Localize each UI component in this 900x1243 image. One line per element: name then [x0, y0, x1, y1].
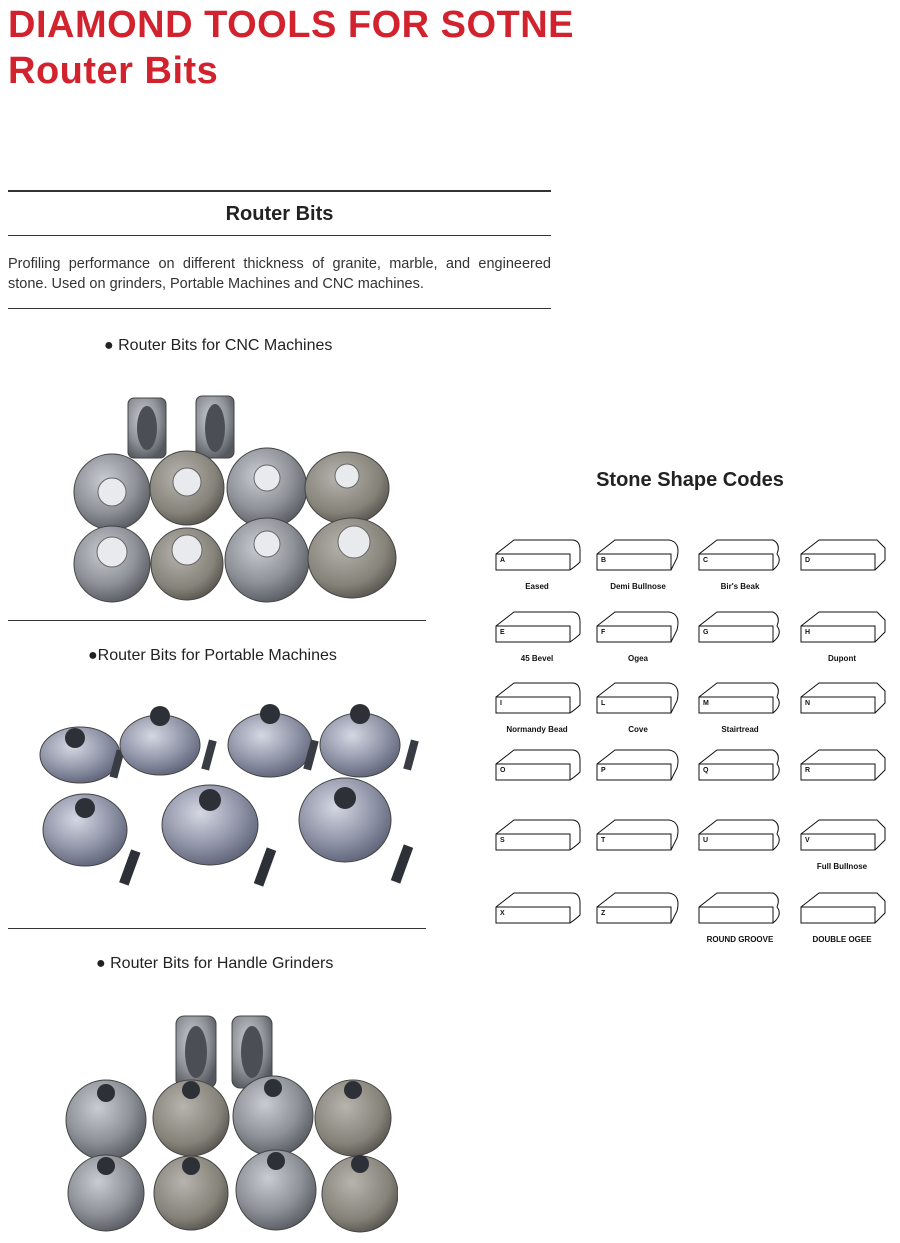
- shape-code-letter: D: [805, 557, 811, 564]
- shape-code-name: 45 Bevel: [520, 654, 554, 663]
- shape-code-name: Dupont: [828, 654, 856, 663]
- shape-code-letter: B: [601, 557, 607, 564]
- shape-profile-icon: [593, 604, 685, 654]
- shape-code-item: [797, 532, 887, 590]
- shape-code-item: [492, 604, 582, 662]
- shape-code-letter: Z: [601, 910, 606, 917]
- shape-code-item: [492, 885, 582, 943]
- shape-code-item: [695, 742, 785, 800]
- shape-code-item: [492, 675, 582, 733]
- shape-code-name: Cove: [628, 725, 648, 734]
- shape-code-name: Stairtread: [721, 725, 759, 734]
- shape-code-item: [797, 675, 887, 733]
- shape-code-letter: O: [500, 767, 506, 774]
- shape-code-item: [593, 604, 683, 662]
- shape-profile-icon: [492, 812, 584, 862]
- shape-profile-icon: [593, 675, 685, 725]
- shape-code-letter: V: [805, 837, 810, 844]
- shape-code-letter: P: [601, 767, 606, 774]
- shape-profile-icon: [593, 532, 685, 582]
- shape-code-name: ROUND GROOVE: [706, 935, 774, 944]
- shape-profile-icon: [593, 742, 685, 792]
- shape-code-letter: G: [703, 629, 709, 636]
- shape-code-letter: S: [500, 837, 505, 844]
- shape-code-item: [593, 742, 683, 800]
- shape-code-name: Ogea: [627, 654, 648, 663]
- shape-code-item: [695, 885, 785, 943]
- subsection-label-grinders: ● Router Bits for Handle Grinders: [96, 955, 334, 972]
- portable-router-bits-photo: [35, 700, 435, 900]
- shape-code-item: [797, 742, 887, 800]
- shape-code-item: [797, 604, 887, 662]
- subsection-label-portable: ●Router Bits for Portable Machines: [88, 647, 337, 664]
- shape-code-item: [695, 675, 785, 733]
- shape-code-item: [593, 675, 683, 733]
- shape-profile-icon: [492, 532, 584, 582]
- section-heading: Router Bits: [225, 203, 334, 225]
- shape-code-letter: U: [703, 837, 709, 844]
- shape-code-item: [797, 812, 887, 870]
- shape-code-letter: A: [500, 557, 506, 564]
- shape-code-item: [593, 812, 683, 870]
- heading-rule: [8, 235, 551, 236]
- shape-profile-icon: [695, 604, 787, 654]
- grinder-router-bits-photo: [58, 1008, 398, 1238]
- shape-code-item: [695, 532, 785, 590]
- shape-code-item: [695, 604, 785, 662]
- shape-code-item: [492, 532, 582, 590]
- portable-rule: [8, 928, 426, 929]
- shape-code-item: [492, 742, 582, 800]
- document-subtitle: Router Bits: [8, 50, 219, 92]
- shape-code-letter: T: [601, 837, 606, 844]
- shape-profile-icon: [695, 742, 787, 792]
- shape-code-letter: E: [500, 629, 505, 636]
- shape-code-letter: I: [500, 700, 502, 707]
- shape-code-letter: X: [500, 910, 505, 917]
- shape-profile-icon: [492, 675, 584, 725]
- shape-profile-icon: [797, 675, 889, 725]
- shape-profile-icon: [695, 812, 787, 862]
- shape-profile-icon: [492, 604, 584, 654]
- shape-profile-icon: [797, 532, 889, 582]
- shape-code-letter: H: [805, 629, 811, 636]
- shape-code-letter: C: [703, 557, 709, 564]
- shape-profile-icon: [797, 742, 889, 792]
- shape-code-item: [492, 812, 582, 870]
- cnc-rule: [8, 620, 426, 621]
- subsection-label-cnc: ● Router Bits for CNC Machines: [104, 337, 333, 354]
- shape-profile-icon: [492, 742, 584, 792]
- document-title: DIAMOND TOOLS FOR SOTNE: [8, 4, 575, 46]
- section-description: Profiling performance on different thickness of granite, marble, and engineered stone. Used on grinders, Portable Machines and CNC machines.: [8, 256, 551, 292]
- shape-profile-icon: [695, 532, 787, 582]
- description-rule: [8, 308, 551, 309]
- shape-code-letter: R: [805, 767, 811, 774]
- shape-code-item: [695, 812, 785, 870]
- shape-code-name: Bir's Beak: [720, 582, 760, 591]
- shape-code-item: [593, 532, 683, 590]
- shape-code-letter: F: [601, 629, 606, 636]
- shape-codes-title: Stone Shape Codes: [596, 469, 784, 491]
- shape-code-item: [797, 885, 887, 943]
- shape-code-letter: Q: [703, 767, 709, 774]
- shape-code-letter: M: [703, 700, 709, 707]
- shape-profile-icon: [797, 604, 889, 654]
- shape-code-name: Normandy Bead: [506, 725, 568, 734]
- shape-code-name: DOUBLE OGEE: [812, 935, 872, 944]
- shape-code-name: Demi Bullnose: [610, 582, 666, 591]
- shape-profile-icon: [492, 885, 584, 935]
- shape-profile-icon: [695, 885, 787, 935]
- shape-code-name: Full Bullnose: [816, 862, 868, 871]
- shape-profile-icon: [593, 812, 685, 862]
- shape-profile-icon: [797, 885, 889, 935]
- top-rule: [8, 190, 551, 192]
- shape-code-letter: L: [601, 700, 606, 707]
- shape-code-letter: N: [805, 700, 811, 707]
- shape-profile-icon: [797, 812, 889, 862]
- shape-code-name: Eased: [525, 582, 549, 591]
- cnc-router-bits-photo: [72, 392, 402, 612]
- shape-code-item: [593, 885, 683, 943]
- shape-profile-icon: [593, 885, 685, 935]
